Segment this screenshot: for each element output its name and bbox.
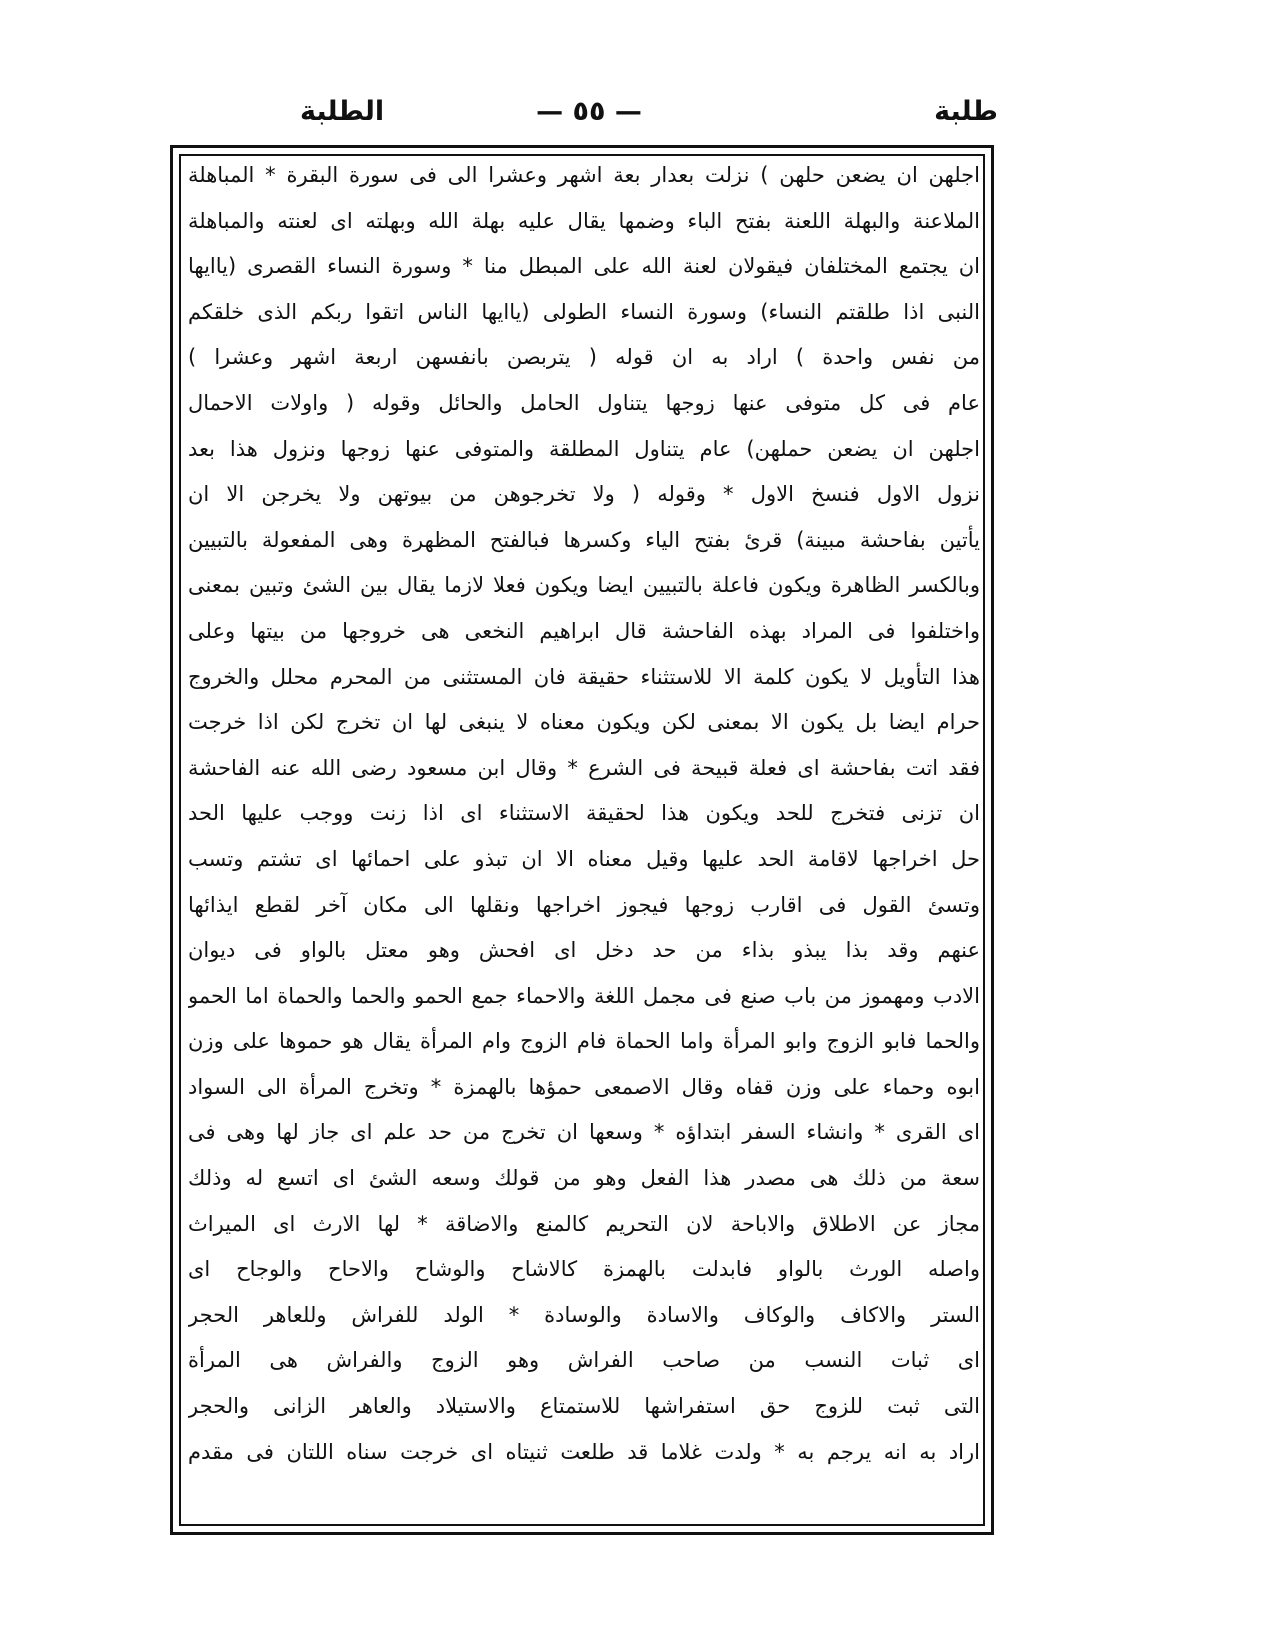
- text-line: ان تزنى فتخرج للحد ويكون هذا لحقيقة الاستثناء اى اذا زنت ووجب عليها الحد: [188, 801, 980, 826]
- text-line: الادب ومهموز من باب صنع فى مجمل اللغة والاحماء جمع الحمو والحما والحماة اما الحمو: [188, 983, 980, 1008]
- text-line: سعة من ذلك هى مصدر هذا الفعل وهو من قولك وسعه الشئ اى اتسع له وذلك: [188, 1166, 980, 1191]
- text-line: واختلفوا فى المراد بهذه الفاحشة قال ابراهيم النخعى هى خروجها من بيتها وعلى: [188, 618, 980, 643]
- text-line: حل اخراجها لاقامة الحد عليها وقيل معناه الا ان تبذو على احمائها اى تشتم وتسب: [188, 846, 980, 871]
- text-line: ان يجتمع المختلفان فيقولان لعنة الله على المبطل منا * وسورة النساء القصرى (ياايها: [188, 254, 980, 279]
- text-line: والحما فابو الزوج وابو المرأة واما الحماة فام الزوج وام المرأة يقال هو حموها على وزن: [188, 1029, 980, 1054]
- text-line: وبالكسر الظاهرة ويكون فاعلة بالتبيين ايضا ويكون فعلا لازما يقال بين الشئ وتبين بمعنى: [188, 573, 980, 598]
- page-header: [180, 96, 998, 136]
- text-line: عام فى كل متوفى عنها زوجها يتناول الحامل والحائل وقوله ( واولات الاحمال: [188, 390, 980, 415]
- text-line: عنهم وقد بذا يبذو بذاء من حد دخل اى افحش وهو معتل بالواو فى ديوان: [188, 938, 980, 963]
- text-line: من نفس واحدة ) اراد به ان قوله ( يتربصن بانفسهن اربعة اشهر وعشرا ): [188, 345, 980, 370]
- text-line: اجلهن ان يضعن حملهن) عام يتناول المطلقة والمتوفى عنها زوجها ونزول هذا بعد: [188, 436, 980, 461]
- text-line: الملاعنة والبهلة اللعنة بفتح الباء وضمها يقال عليه بهلة الله وبهلته اى لعنته والمباهلة: [188, 208, 980, 233]
- text-line: هذا التأويل لا يكون كلمة الا للاستثناء حقيقة فان المستثنى من المحرم محلل والخروج: [188, 664, 980, 689]
- text-line: اجلهن ان يضعن حلهن ) نزلت بعدار بعة اشهر وعشرا الى فى سورة البقرة * المباهلة: [188, 163, 980, 187]
- page-number: — ٥٥ —: [536, 96, 642, 127]
- header-left-word: الطلبة: [300, 96, 385, 127]
- text-line: اراد به انه يرجم به * ولدت غلاما قد طلعت ثنيتاه اى خرجت سناه اللتان فى مقدم: [188, 1439, 980, 1464]
- text-line: اى ثبات النسب من صاحب الفراش وهو الزوج والفراش هى المرأة: [188, 1348, 980, 1373]
- text-line: التى ثبت للزوج حق استفراشها للاستمتاع والاستيلاد والعاهر الزانى والحجر: [188, 1394, 980, 1419]
- text-line: ابوه وحماء على وزن قفاه وقال الاصمعى حمؤها بالهمزة * وتخرج المرأة الى السواد: [188, 1074, 980, 1099]
- text-line: حرام ايضا بل يكون الا بمعنى لكن ويكون معناه لا ينبغى لها ان تخرج لكن اذا خرجت: [188, 710, 980, 735]
- text-line: نزول الاول فنسخ الاول * وقوله ( ولا تخرجوهن من بيوتهن ولا يخرجن الا ان: [188, 482, 980, 507]
- text-line: اى القرى * وانشاء السفر ابتداؤه * وسعها ان تخرج من حد علم اى جاز لها وهى فى: [188, 1120, 980, 1145]
- text-line: الستر والاكاف والوكاف والاسادة والوسادة * الولد للفراش وللعاهر الحجر: [188, 1302, 980, 1327]
- text-line: يأتين بفاحشة مبينة) قرئ بفتح الياء وكسرها فبالفتح المظهرة وهى المفعولة بالتبيين: [188, 527, 980, 552]
- text-line: وتسئ القول فى اقارب زوجها فيجوز اخراجها ونقلها الى مكان آخر لقطع ايذائها: [188, 892, 980, 917]
- text-line: النبى اذا طلقتم النساء) وسورة النساء الطولى (ياايها الناس اتقوا ربكم الذى خلقكم: [188, 299, 980, 324]
- text-line: واصله الورث بالواو فابدلت بالهمزة كالاشاح والوشاح والاحاح والوجاح اى: [188, 1257, 980, 1282]
- header-right-word: طلبة: [934, 96, 998, 127]
- text-line: مجاز عن الاطلاق والاباحة لان التحريم كالمنع والاضاقة * لها الارث اى الميراث: [188, 1211, 980, 1236]
- text-body: [188, 153, 980, 1475]
- text-line: فقد اتت بفاحشة اى فعلة قبيحة فى الشرع * وقال ابن مسعود رضى الله عنه الفاحشة: [188, 755, 980, 780]
